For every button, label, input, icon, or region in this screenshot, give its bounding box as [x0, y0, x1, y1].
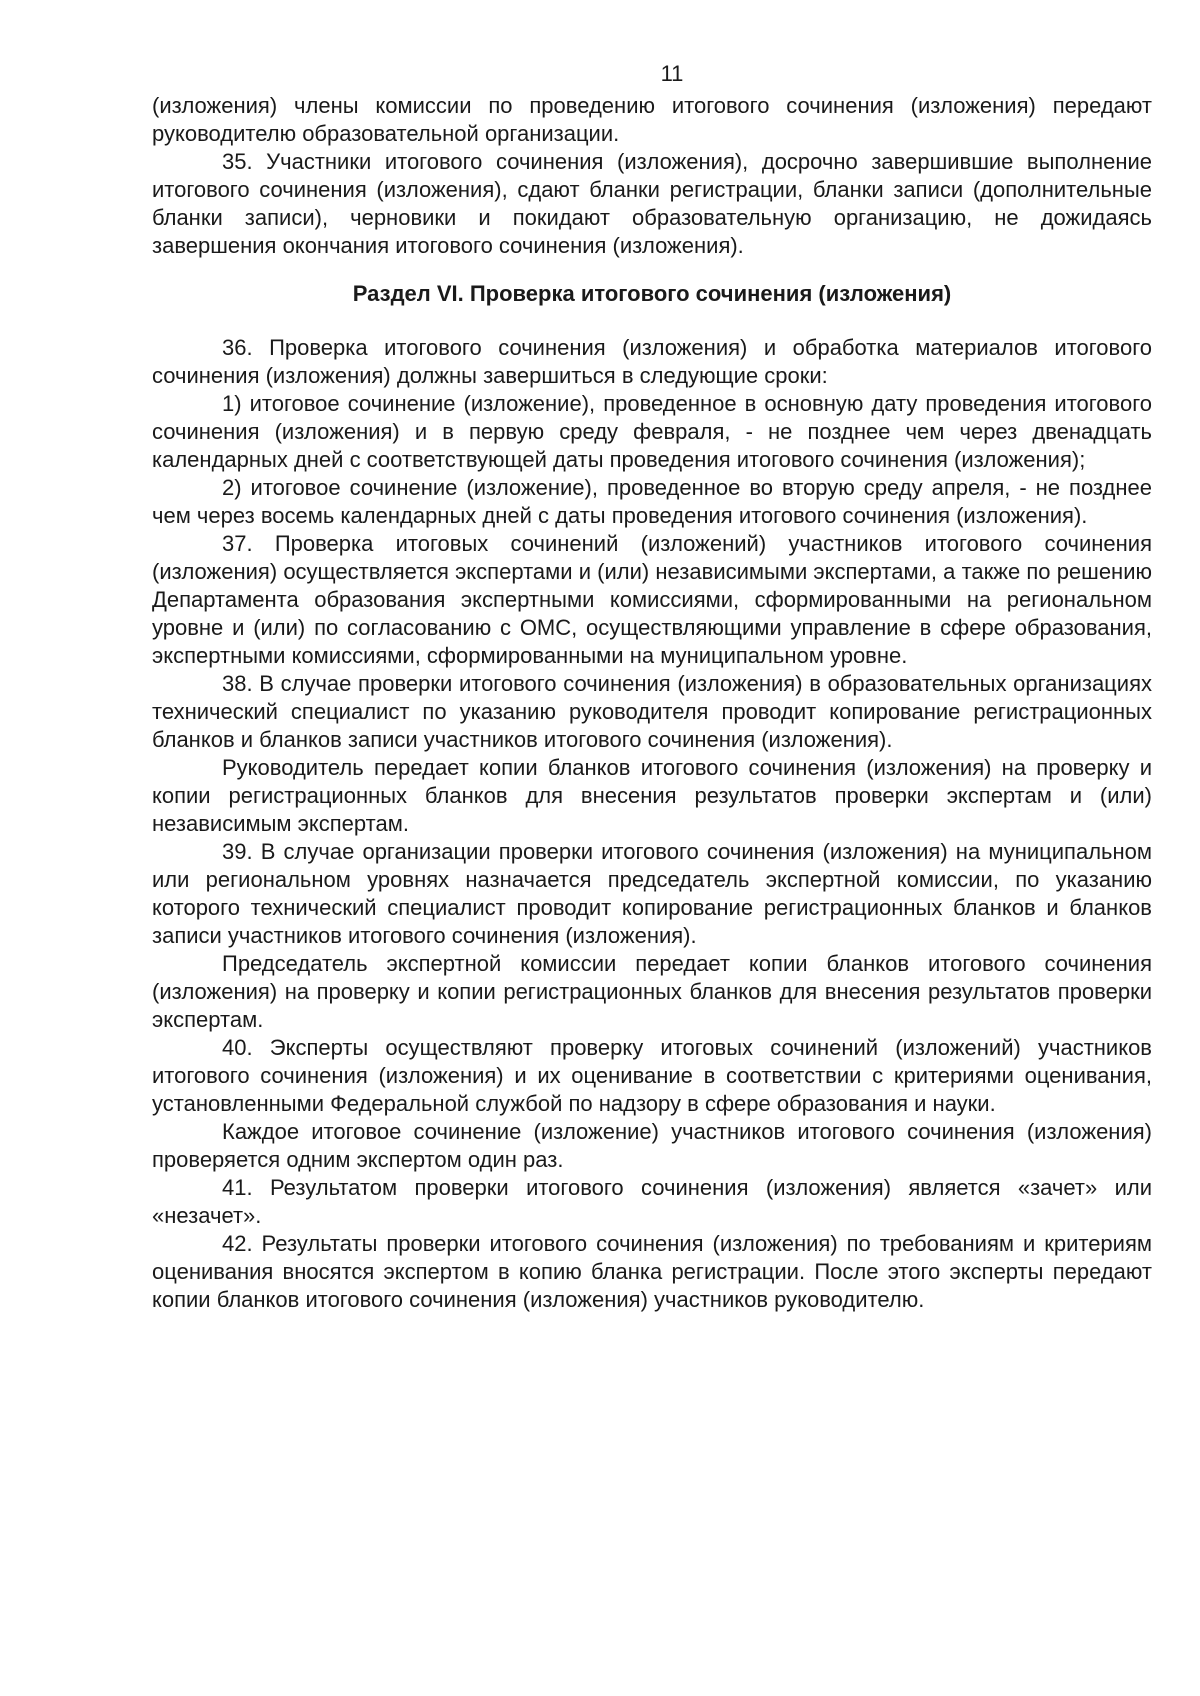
paragraph-36-item-1: 1) итоговое сочинение (изложение), проведенное в основную дату проведения итогового сочинения (изложения) и в первую среду февраля, - не позднее чем через двенадцать календарных дней с соответствующей даты проведения итогового сочинения (изложения);	[152, 391, 1152, 472]
document-page	[152, 60, 1152, 1314]
paragraph-41: 41. Результатом проверки итогового сочинения (изложения) является «зачет» или «незачет».	[152, 1175, 1152, 1228]
paragraph-35: 35. Участники итогового сочинения (изложения), досрочно завершившие выполнение итогового сочинения (изложения), сдают бланки регистрации, бланки записи (дополнительные бланки записи), черновики и покидают образовательную организацию, не дожидаясь завершения окончания итогового сочинения (изложения).	[152, 149, 1152, 258]
page-number: 11	[660, 61, 684, 86]
paragraph-39-continued: Председатель экспертной комиссии передает копии бланков итогового сочинения (изложения) на проверку и копии регистрационных бланков для внесения результатов проверки экспертам.	[152, 951, 1152, 1032]
paragraph-continuation: (изложения) члены комиссии по проведению итогового сочинения (изложения) передают руководителю образовательной организации.	[152, 93, 1152, 146]
paragraph-40: 40. Эксперты осуществляют проверку итоговых сочинений (изложений) участников итогового сочинения (изложения) и их оценивание в соответствии с критериями оценивания, установленными Федеральной службой по надзору в сфере образования и науки.	[152, 1035, 1152, 1116]
paragraph-40-continued: Каждое итоговое сочинение (изложение) участников итогового сочинения (изложения) проверяется одним экспертом один раз.	[152, 1119, 1152, 1172]
paragraph-42: 42. Результаты проверки итогового сочинения (изложения) по требованиям и критериям оценивания вносятся экспертом в копию бланка регистрации. После этого эксперты передают копии бланков итогового сочинения (изложения) участников руководителю.	[152, 1231, 1152, 1312]
paragraph-39: 39. В случае организации проверки итогового сочинения (изложения) на муниципальном или региональном уровнях назначается председатель экспертной комиссии, по указанию которого технический специалист проводит копирование регистрационных бланков и бланков записи участников итогового сочинения (изложения).	[152, 839, 1152, 948]
paragraphs-after-heading	[152, 334, 1152, 1314]
paragraph-38: 38. В случае проверки итогового сочинения (изложения) в образовательных организациях технический специалист по указанию руководителя проводит копирование регистрационных бланков и бланков записи участников итогового сочинения (изложения).	[152, 671, 1152, 752]
section-heading: Раздел VI. Проверка итогового сочинения (изложения)	[352, 281, 952, 306]
paragraph-36: 36. Проверка итогового сочинения (изложения) и обработка материалов итогового сочинения (изложения) должны завершиться в следующие сроки:	[152, 335, 1152, 388]
paragraph-36-item-2: 2) итоговое сочинение (изложение), проведенное во вторую среду апреля, - не позднее чем через восемь календарных дней с даты проведения итогового сочинения (изложения).	[152, 475, 1152, 528]
paragraphs-before-heading	[152, 92, 1152, 260]
paragraph-37: 37. Проверка итоговых сочинений (изложений) участников итогового сочинения (изложения) осуществляется экспертами и (или) независимыми экспертами, а также по решению Департамента образования экспертными комиссиями, сформированными на региональном уровне и (или) по согласованию с ОМС, осуществляющими управление в сфере образования, экспертными комиссиями, сформированными на муниципальном уровне.	[152, 531, 1152, 668]
paragraph-38-continued: Руководитель передает копии бланков итогового сочинения (изложения) на проверку и копии регистрационных бланков для внесения результатов проверки экспертам и (или) независимым экспертам.	[152, 755, 1152, 836]
